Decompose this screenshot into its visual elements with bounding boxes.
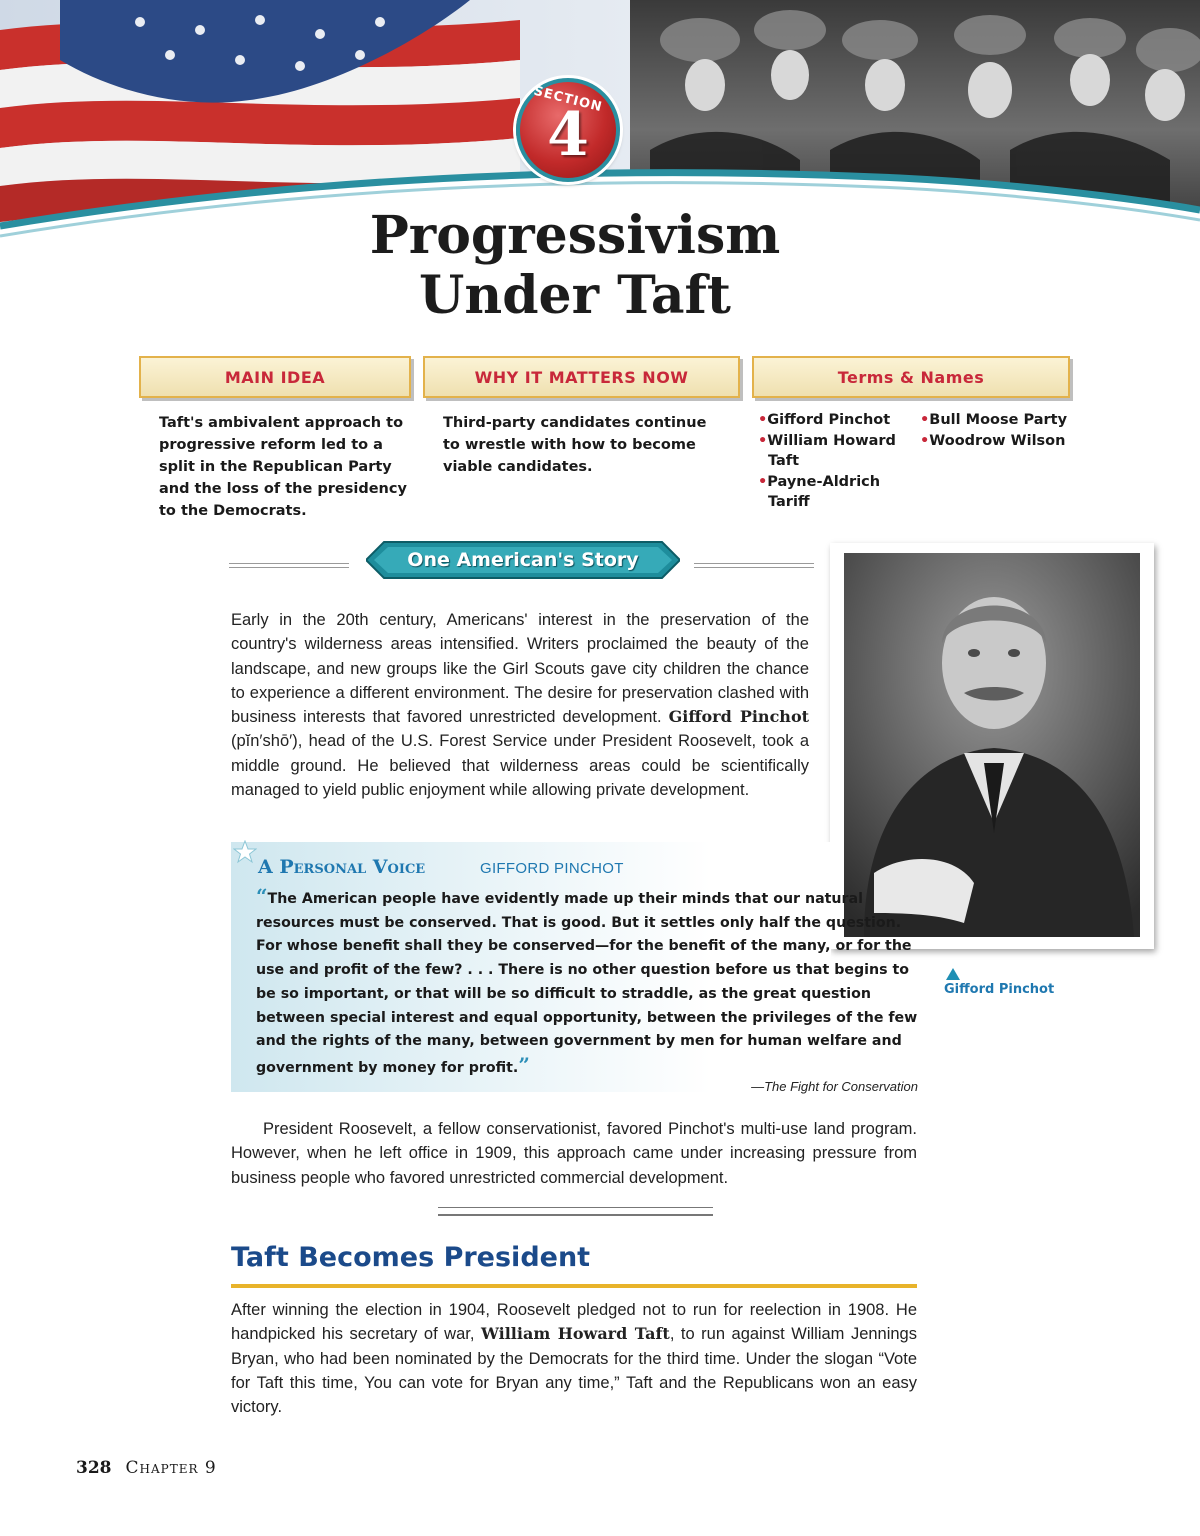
why-it-matters-label: WHY IT MATTERS NOW [474,367,689,387]
story-rule-left [229,563,349,568]
why-it-matters-text: Third-party candidates continue to wrestle with how to become viable candidates. [443,415,707,475]
section-number: 4 [547,100,589,170]
story-label: One American's Story [407,549,639,571]
term-item: •Gifford Pinchot [758,412,891,428]
roosevelt-paragraph: President Roosevelt, a fellow conservationist, favored Pinchot's multi-use land program. However, when he left office in 1909, this approach came under increasing pressure from business people who favored unrestricted commercial development. [231,1120,917,1187]
personal-voice-quote: “The American people have evidently made up their minds that our natural resources must be conserved. That is good. But it settles only half the question. For whose benefit shall they be conserved—for the benefit of the many, or for the use and profit of the few? . . . There is no other question before us that begins to be so important, or that will be so difficult to straddle, as the great question between special interest and equal opportunity, between the privileges of the few and the rights of the many, between government by men for human welfare and government by money for profit.” [256,884,918,1077]
close-quote-mark: ” [518,1052,530,1077]
title-line-2: Under Taft [419,265,731,326]
personal-voice-author: GIFFORD PINCHOT [480,860,624,877]
term-william-howard-taft: William Howard Taft [480,1324,670,1344]
term-gifford-pinchot: Gifford Pinchot [668,707,810,727]
title-line-1: Progressivism [369,205,781,266]
section-divider [438,1207,713,1216]
terms-label-box [752,356,1070,398]
bullet-icon: • [758,432,768,449]
term-item: •William Howard Taft [758,432,896,469]
main-idea-text: Taft's ambivalent approach to progressive reform led to a split in the Republican Party and the loss of the presidency to the Democrats. [159,415,407,519]
taft-paragraph: After winning the election in 1904, Roosevelt pledged not to run for reelection in 1908. He handpicked his secretary of war, William Howard Taft, to run against William Jennings Bryan, who had been nominated by the Democrats for the third time. Under the slogan “Vote for Taft this time, You can vote for Bryan any time,” Taft and the Republicans won an easy victory. [231,1301,917,1417]
term-item: •Payne-Aldrich Tariff [758,473,881,510]
section-label: SECTION [532,83,604,116]
terms-list-col-2 [920,410,1090,451]
page-footer [76,1458,217,1478]
page-title [300,206,850,326]
bullet-icon: • [920,412,930,428]
story-rule-right [694,563,814,568]
main-idea-label-box [139,356,411,398]
section-badge [516,78,620,182]
star-icon [233,840,257,864]
chapter-label: Chapter 9 [125,1458,217,1478]
section-heading-rule [231,1284,917,1288]
bullet-icon: • [758,412,768,428]
photo-caption: Gifford Pinchot [944,982,1055,997]
term-item: •Bull Moose Party [920,412,1068,428]
personal-voice-heading: A Personal Voice [258,856,426,878]
term-item: •Woodrow Wilson [920,432,1066,449]
caption-arrow-icon [946,968,960,980]
section-heading: Taft Becomes President [231,1242,591,1273]
why-it-matters-label-box [423,356,740,398]
main-idea-label: MAIN IDEA [224,367,326,387]
portrait-image [844,553,1140,937]
bullet-icon: • [920,432,930,449]
story-paragraph: Early in the 20th century, Americans' interest in the preservation of the country's wilderness areas intensified. Writers proclaimed the beauty of the landscape, and new groups like the Girl Scouts gave city children the chance to experience a different environment. The desire for preservation clashed with business interests that favored unrestricted development. Gifford Pinchot (pĭn′shō′), head of the U.S. Forest Service under President Roosevelt, took a middle ground. He believed that wilderness areas could be scientifically managed to yield public enjoyment while allowing private development. [231,611,810,800]
terms-label: Terms & Names [837,367,985,387]
bullet-icon: • [758,473,768,490]
quote-source: —The Fight for Conservation [751,1079,918,1094]
terms-list-col-1 [758,410,910,513]
open-quote-mark: “ [256,884,268,908]
page-number: 328 [76,1458,112,1478]
